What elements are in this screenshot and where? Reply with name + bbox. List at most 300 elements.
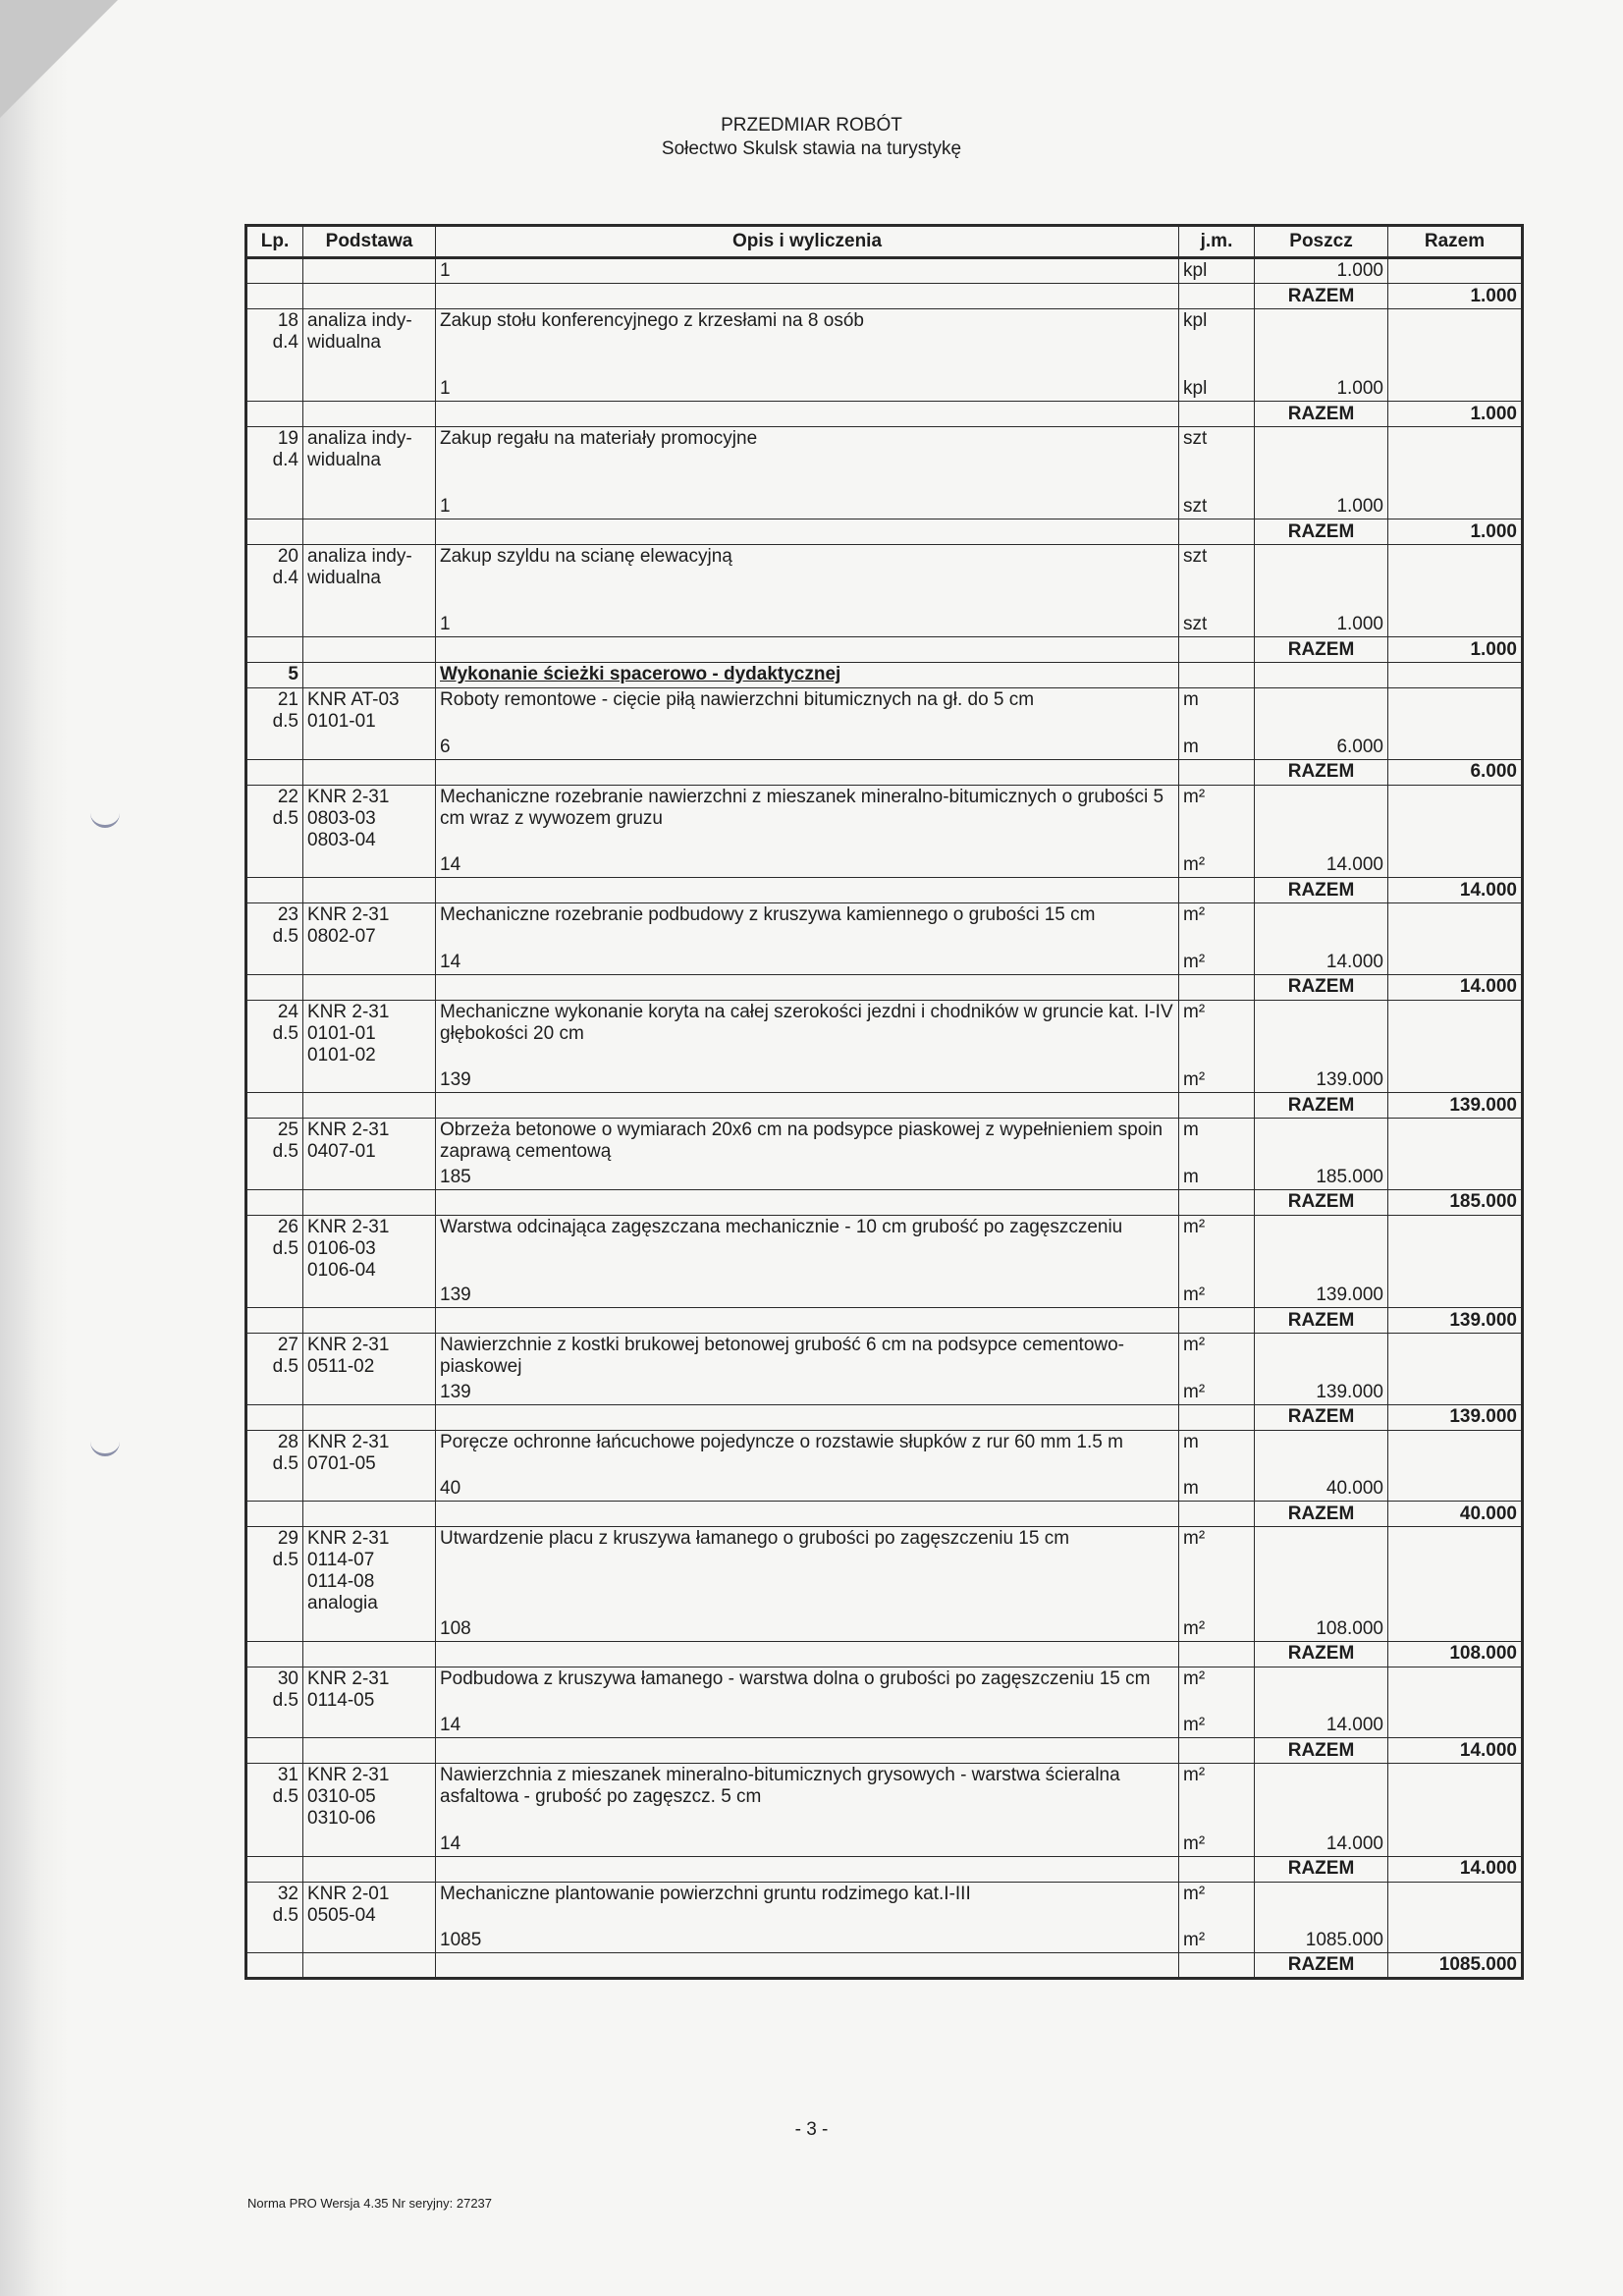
empty-cell: [303, 612, 436, 637]
empty-cell: [303, 1953, 436, 1979]
empty-cell: [303, 1856, 436, 1882]
item-podstawa: KNR 2-31 0511-02: [303, 1334, 436, 1380]
empty-cell: [303, 663, 436, 688]
empty-cell: [1388, 1527, 1523, 1616]
empty-cell: [1179, 1308, 1255, 1334]
empty-cell: [246, 974, 303, 1000]
empty-cell: [246, 494, 303, 519]
calc-expression: 139: [436, 1067, 1179, 1093]
empty-cell: [1388, 494, 1523, 519]
item-lp: 28 d.5: [246, 1430, 303, 1476]
item-lp: 27 d.5: [246, 1334, 303, 1380]
document-subtitle: Sołectwo Skulsk stawia na turystykę: [661, 138, 962, 159]
calc-unit: m: [1179, 1476, 1255, 1502]
empty-cell: [246, 949, 303, 974]
empty-cell: [1255, 903, 1388, 950]
calc-expression: 139: [436, 1379, 1179, 1404]
empty-cell: [1388, 612, 1523, 637]
item-jm: m²: [1179, 785, 1255, 852]
item-opis: Mechaniczne rozebranie podbudowy z kruszywa kamiennego o grubości 15 cm: [436, 903, 1179, 950]
empty-cell: [436, 1953, 1179, 1979]
razem-value: 139.000: [1388, 1093, 1523, 1119]
calc-expression: 14: [436, 949, 1179, 974]
table-row-calc: [246, 1831, 1523, 1856]
empty-cell: [436, 759, 1179, 785]
razem-row: [246, 1738, 1523, 1764]
razem-label: RAZEM: [1255, 974, 1388, 1000]
empty-cell: [1388, 376, 1523, 402]
empty-cell: [303, 1831, 436, 1856]
empty-cell: [1179, 759, 1255, 785]
item-podstawa: KNR 2-31 0310-05 0310-06: [303, 1764, 436, 1831]
item-lp: 22 d.5: [246, 785, 303, 852]
item-podstawa: KNR AT-03 0101-01: [303, 688, 436, 735]
empty-cell: [1388, 427, 1523, 494]
empty-cell: [303, 402, 436, 427]
empty-cell: [303, 1067, 436, 1093]
col-header-poszcz: Poszcz: [1255, 226, 1388, 258]
table-row-item: [246, 1334, 1523, 1380]
table-row-item: [246, 1000, 1523, 1067]
razem-label: RAZEM: [1255, 1641, 1388, 1667]
empty-cell: [246, 1831, 303, 1856]
empty-cell: [1388, 1615, 1523, 1641]
empty-cell: [436, 1093, 1179, 1119]
item-jm: m²: [1179, 1667, 1255, 1713]
empty-cell: [1179, 519, 1255, 545]
empty-cell: [436, 878, 1179, 903]
razem-row: [246, 1308, 1523, 1334]
table-row-calc: [246, 1476, 1523, 1502]
razem-label: RAZEM: [1255, 284, 1388, 309]
table-row-item: [246, 1430, 1523, 1476]
empty-cell: [246, 402, 303, 427]
table-row-item: [246, 785, 1523, 852]
empty-cell: [1179, 284, 1255, 309]
empty-cell: [246, 1476, 303, 1502]
empty-cell: [1388, 309, 1523, 376]
calc-unit: m: [1179, 1164, 1255, 1189]
calc-poszcz: 108.000: [1255, 1615, 1388, 1641]
punch-hole-mark: [90, 1434, 120, 1456]
footer-software-info: Norma PRO Wersja 4.35 Nr seryjny: 27237: [247, 2196, 493, 2211]
table-row-calc: [246, 1615, 1523, 1641]
empty-cell: [1388, 1713, 1523, 1738]
calc-unit: m²: [1179, 1831, 1255, 1856]
calc-expression: 1: [436, 494, 1179, 519]
empty-cell: [1388, 258, 1523, 284]
table-row-item: [246, 1119, 1523, 1165]
empty-cell: [1388, 1283, 1523, 1308]
document-header: [0, 114, 1623, 161]
punch-hole-mark: [90, 805, 120, 828]
section-row: [246, 663, 1523, 688]
calc-poszcz: 185.000: [1255, 1164, 1388, 1189]
calc-poszcz: 139.000: [1255, 1067, 1388, 1093]
table-header-row: [246, 226, 1523, 258]
calc-poszcz: 14.000: [1255, 1713, 1388, 1738]
item-podstawa: KNR 2-31 0106-03 0106-04: [303, 1215, 436, 1283]
empty-cell: [1388, 949, 1523, 974]
calc-poszcz: 14.000: [1255, 1831, 1388, 1856]
col-header-jm: j.m.: [1179, 226, 1255, 258]
empty-cell: [1179, 637, 1255, 663]
empty-cell: [1388, 1667, 1523, 1713]
empty-cell: [1388, 1764, 1523, 1831]
calc-expression: 185: [436, 1164, 1179, 1189]
razem-row: [246, 878, 1523, 903]
table-row-calc: [246, 494, 1523, 519]
item-lp: 25 d.5: [246, 1119, 303, 1165]
empty-cell: [1388, 785, 1523, 852]
razem-label: RAZEM: [1255, 1953, 1388, 1979]
calc-unit: szt: [1179, 612, 1255, 637]
empty-cell: [246, 852, 303, 878]
empty-cell: [303, 1093, 436, 1119]
col-header-opis: Opis i wyliczenia: [436, 226, 1179, 258]
empty-cell: [1255, 688, 1388, 735]
empty-cell: [246, 734, 303, 759]
empty-cell: [303, 519, 436, 545]
item-podstawa: KNR 2-31 0407-01: [303, 1119, 436, 1165]
empty-cell: [1388, 734, 1523, 759]
calc-poszcz: 139.000: [1255, 1283, 1388, 1308]
empty-cell: [1179, 1502, 1255, 1527]
razem-value: 139.000: [1388, 1404, 1523, 1430]
empty-cell: [303, 1379, 436, 1404]
razem-label: RAZEM: [1255, 519, 1388, 545]
table-row-item: [246, 903, 1523, 950]
empty-cell: [246, 519, 303, 545]
empty-cell: [303, 949, 436, 974]
section-title: Wykonanie ścieżki spacerowo - dydaktycznej: [436, 663, 1179, 688]
empty-cell: [246, 1067, 303, 1093]
calc-expression: 108: [436, 1615, 1179, 1641]
calc-expression: 1: [436, 376, 1179, 402]
empty-cell: [303, 1641, 436, 1667]
item-podstawa: KNR 2-31 0114-05: [303, 1667, 436, 1713]
table-row-calc: [246, 376, 1523, 402]
empty-cell: [303, 637, 436, 663]
razem-label: RAZEM: [1255, 1308, 1388, 1334]
item-jm: szt: [1179, 545, 1255, 612]
razem-label: RAZEM: [1255, 1093, 1388, 1119]
empty-cell: [303, 284, 436, 309]
empty-cell: [436, 1641, 1179, 1667]
empty-cell: [303, 1189, 436, 1215]
empty-cell: [1179, 1189, 1255, 1215]
empty-cell: [1388, 1379, 1523, 1404]
table-row-item: [246, 1527, 1523, 1616]
item-opis: Podbudowa z kruszywa łamanego - warstwa dolna o grubości po zagęszczeniu 15 cm: [436, 1667, 1179, 1713]
calc-unit: m²: [1179, 1615, 1255, 1641]
empty-cell: [246, 637, 303, 663]
table-row-calc: [246, 1713, 1523, 1738]
item-opis: Obrzeża betonowe o wymiarach 20x6 cm na podsypce piaskowej z wypełnieniem spoin zaprawą cementową: [436, 1119, 1179, 1165]
table-row-item: [246, 688, 1523, 735]
empty-cell: [1388, 852, 1523, 878]
empty-cell: [303, 734, 436, 759]
empty-cell: [436, 1738, 1179, 1764]
calc-expression: 1: [436, 258, 1179, 284]
folded-corner: [0, 0, 118, 118]
razem-value: 40.000: [1388, 1502, 1523, 1527]
przedmiar-table-container: [244, 224, 1524, 1980]
empty-cell: [246, 1379, 303, 1404]
razem-row: [246, 974, 1523, 1000]
empty-cell: [1388, 1430, 1523, 1476]
calc-expression: 40: [436, 1476, 1179, 1502]
item-lp: 30 d.5: [246, 1667, 303, 1713]
calc-expression: 6: [436, 734, 1179, 759]
razem-value: 1.000: [1388, 519, 1523, 545]
item-opis: Nawierzchnie z kostki brukowej betonowej grubość 6 cm na podsypce cementowo-piaskowej: [436, 1334, 1179, 1380]
empty-cell: [1179, 878, 1255, 903]
calc-poszcz: 1.000: [1255, 494, 1388, 519]
table-row-item: [246, 1882, 1523, 1928]
item-jm: kpl: [1179, 309, 1255, 376]
razem-label: RAZEM: [1255, 402, 1388, 427]
item-jm: m²: [1179, 903, 1255, 950]
calc-poszcz: 1085.000: [1255, 1928, 1388, 1953]
item-podstawa: KNR 2-31 0101-01 0101-02: [303, 1000, 436, 1067]
item-podstawa: KNR 2-31 0114-07 0114-08 analogia: [303, 1527, 436, 1616]
empty-cell: [436, 637, 1179, 663]
item-opis: Nawierzchnia z mieszanek mineralno-bitumicznych grysowych - warstwa ścieralna asfaltowa - grubość po zagęszcz. 5 cm: [436, 1764, 1179, 1831]
item-lp: 26 d.5: [246, 1215, 303, 1283]
empty-cell: [303, 258, 436, 284]
item-lp: 29 d.5: [246, 1527, 303, 1616]
item-jm: m²: [1179, 1334, 1255, 1380]
empty-cell: [246, 1856, 303, 1882]
empty-cell: [246, 1928, 303, 1953]
calc-unit: m²: [1179, 1283, 1255, 1308]
empty-cell: [1388, 1928, 1523, 1953]
empty-cell: [1255, 663, 1388, 688]
razem-label: RAZEM: [1255, 1738, 1388, 1764]
item-opis: Mechaniczne plantowanie powierzchni gruntu rodzimego kat.I-III: [436, 1882, 1179, 1928]
calc-poszcz: 1.000: [1255, 612, 1388, 637]
table-row-calc: [246, 949, 1523, 974]
empty-cell: [303, 376, 436, 402]
page-number: - 3 -: [794, 2119, 829, 2140]
table-row-calc: [246, 258, 1523, 284]
empty-cell: [246, 759, 303, 785]
item-jm: m²: [1179, 1215, 1255, 1283]
empty-cell: [303, 1164, 436, 1189]
empty-cell: [246, 1189, 303, 1215]
empty-cell: [246, 1404, 303, 1430]
empty-cell: [303, 1713, 436, 1738]
razem-row: [246, 759, 1523, 785]
empty-cell: [1179, 1093, 1255, 1119]
empty-cell: [246, 284, 303, 309]
col-header-lp: Lp.: [246, 226, 303, 258]
razem-value: 1.000: [1388, 637, 1523, 663]
empty-cell: [436, 519, 1179, 545]
empty-cell: [1255, 1430, 1388, 1476]
item-opis: Warstwa odcinająca zagęszczana mechanicznie - 10 cm grubość po zagęszczeniu: [436, 1215, 1179, 1283]
empty-cell: [246, 1738, 303, 1764]
razem-row: [246, 637, 1523, 663]
calc-unit: kpl: [1179, 258, 1255, 284]
razem-value: 1085.000: [1388, 1953, 1523, 1979]
item-lp: 18 d.4: [246, 309, 303, 376]
calc-unit: m²: [1179, 1067, 1255, 1093]
calc-unit: m²: [1179, 1379, 1255, 1404]
item-opis: Zakup szyldu na scianę elewacyjną: [436, 545, 1179, 612]
empty-cell: [303, 1308, 436, 1334]
empty-cell: [303, 1476, 436, 1502]
empty-cell: [1179, 974, 1255, 1000]
razem-row: [246, 1093, 1523, 1119]
razem-row: [246, 402, 1523, 427]
empty-cell: [1179, 1404, 1255, 1430]
table-body: [246, 258, 1523, 1979]
empty-cell: [303, 759, 436, 785]
item-podstawa: analiza indy- widualna: [303, 309, 436, 376]
razem-label: RAZEM: [1255, 637, 1388, 663]
razem-value: 185.000: [1388, 1189, 1523, 1215]
calc-unit: m²: [1179, 1713, 1255, 1738]
item-podstawa: KNR 2-31 0802-07: [303, 903, 436, 950]
razem-row: [246, 1856, 1523, 1882]
calc-poszcz: 14.000: [1255, 852, 1388, 878]
empty-cell: [436, 402, 1179, 427]
empty-cell: [246, 1308, 303, 1334]
empty-cell: [1255, 1527, 1388, 1616]
empty-cell: [1388, 1164, 1523, 1189]
razem-value: 108.000: [1388, 1641, 1523, 1667]
table-row-calc: [246, 612, 1523, 637]
table-row-item: [246, 427, 1523, 494]
calc-unit: kpl: [1179, 376, 1255, 402]
empty-cell: [1388, 1882, 1523, 1928]
table-row-item: [246, 1667, 1523, 1713]
empty-cell: [1179, 1856, 1255, 1882]
empty-cell: [436, 284, 1179, 309]
empty-cell: [1179, 1641, 1255, 1667]
razem-value: 14.000: [1388, 1856, 1523, 1882]
item-lp: 19 d.4: [246, 427, 303, 494]
item-lp: 24 d.5: [246, 1000, 303, 1067]
empty-cell: [246, 376, 303, 402]
calc-poszcz: 1.000: [1255, 258, 1388, 284]
calc-unit: m: [1179, 734, 1255, 759]
table-row-calc: [246, 1928, 1523, 1953]
empty-cell: [246, 1641, 303, 1667]
empty-cell: [1255, 1000, 1388, 1067]
razem-label: RAZEM: [1255, 1189, 1388, 1215]
empty-cell: [1255, 1667, 1388, 1713]
item-lp: 21 d.5: [246, 688, 303, 735]
item-lp: 23 d.5: [246, 903, 303, 950]
section-number: 5: [246, 663, 303, 688]
item-podstawa: KNR 2-01 0505-04: [303, 1882, 436, 1928]
item-opis: Zakup stołu konferencyjnego z krzesłami na 8 osób: [436, 309, 1179, 376]
empty-cell: [1388, 1334, 1523, 1380]
empty-cell: [1255, 1215, 1388, 1283]
item-opis: Roboty remontowe - cięcie piłą nawierzchni bitumicznych na gł. do 5 cm: [436, 688, 1179, 735]
empty-cell: [303, 1738, 436, 1764]
empty-cell: [1255, 1119, 1388, 1165]
empty-cell: [436, 1502, 1179, 1527]
calc-poszcz: 40.000: [1255, 1476, 1388, 1502]
razem-value: 1.000: [1388, 284, 1523, 309]
empty-cell: [1388, 1831, 1523, 1856]
empty-cell: [1388, 663, 1523, 688]
razem-row: [246, 284, 1523, 309]
empty-cell: [303, 852, 436, 878]
empty-cell: [246, 1164, 303, 1189]
item-jm: m: [1179, 1119, 1255, 1165]
item-jm: m: [1179, 1430, 1255, 1476]
table-row-calc: [246, 1067, 1523, 1093]
table-row-calc: [246, 734, 1523, 759]
item-podstawa: KNR 2-31 0803-03 0803-04: [303, 785, 436, 852]
empty-cell: [1255, 545, 1388, 612]
empty-cell: [303, 878, 436, 903]
item-jm: m²: [1179, 1764, 1255, 1831]
item-jm: m²: [1179, 1000, 1255, 1067]
item-opis: Poręcze ochronne łańcuchowe pojedyncze o rozstawie słupków z rur 60 mm 1.5 m: [436, 1430, 1179, 1476]
calc-poszcz: 1.000: [1255, 376, 1388, 402]
razem-row: [246, 1404, 1523, 1430]
empty-cell: [303, 1502, 436, 1527]
empty-cell: [1255, 1334, 1388, 1380]
item-podstawa: KNR 2-31 0701-05: [303, 1430, 436, 1476]
empty-cell: [1179, 402, 1255, 427]
item-jm: szt: [1179, 427, 1255, 494]
empty-cell: [436, 1308, 1179, 1334]
item-podstawa: analiza indy- widualna: [303, 427, 436, 494]
item-lp: 20 d.4: [246, 545, 303, 612]
empty-cell: [1255, 1882, 1388, 1928]
empty-cell: [1388, 1476, 1523, 1502]
empty-cell: [246, 878, 303, 903]
empty-cell: [303, 974, 436, 1000]
item-jm: m: [1179, 688, 1255, 735]
table-row-item: [246, 309, 1523, 376]
calc-unit: m²: [1179, 949, 1255, 974]
empty-cell: [436, 1404, 1179, 1430]
calc-expression: 1: [436, 612, 1179, 637]
document-title: PRZEDMIAR ROBÓT: [721, 115, 902, 136]
empty-cell: [303, 1283, 436, 1308]
razem-label: RAZEM: [1255, 878, 1388, 903]
empty-cell: [1388, 903, 1523, 950]
empty-cell: [1255, 309, 1388, 376]
razem-value: 6.000: [1388, 759, 1523, 785]
calc-expression: 139: [436, 1283, 1179, 1308]
calc-expression: 14: [436, 1713, 1179, 1738]
empty-cell: [246, 1713, 303, 1738]
calc-expression: 14: [436, 1831, 1179, 1856]
razem-row: [246, 519, 1523, 545]
empty-cell: [1388, 1119, 1523, 1165]
empty-cell: [246, 1953, 303, 1979]
calc-unit: szt: [1179, 494, 1255, 519]
col-header-razem: Razem: [1388, 226, 1523, 258]
razem-value: 14.000: [1388, 1738, 1523, 1764]
empty-cell: [246, 612, 303, 637]
razem-value: 1.000: [1388, 402, 1523, 427]
razem-label: RAZEM: [1255, 1856, 1388, 1882]
razem-row: [246, 1641, 1523, 1667]
empty-cell: [303, 1928, 436, 1953]
table-row-item: [246, 1215, 1523, 1283]
item-opis: Mechaniczne rozebranie nawierzchni z mieszanek mineralno-bitumicznych o grubości 5 cm wraz z wywozem gruzu: [436, 785, 1179, 852]
